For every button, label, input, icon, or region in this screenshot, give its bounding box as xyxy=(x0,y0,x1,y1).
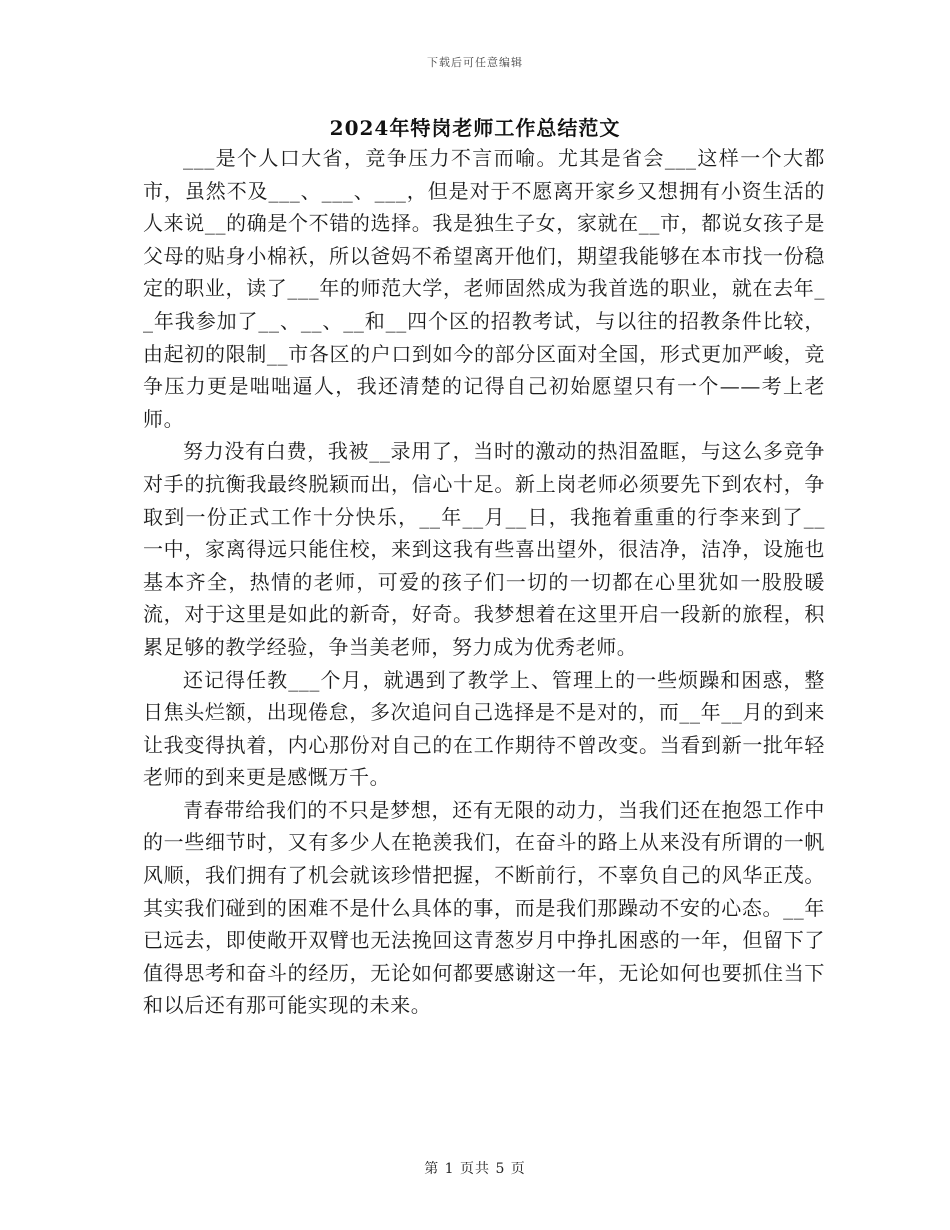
paragraph-2: 努力没有白费，我被__录用了，当时的激动的热泪盈眶，与这么多竞争对手的抗衡我最终脱颖而出，信心十足。新上岗老师必须要先下到农村，争取到一份正式工作十分快乐，__年__月__日，我拖着重重的行李来到了__一中，家离得远只能住校，来到这我有些喜出望外，很洁净，洁净，设施也基本齐全，热情的老师，可爱的孩子们一切的一切都在心里犹如一股股暖流，对于这里是如此的新奇，好奇。我梦想着在这里开启一段新的旅程，积累足够的教学经验，争当美老师，努力成为优秀老师。 xyxy=(143,439,825,659)
paragraph-3: 还记得任教___个月，就遇到了教学上、管理上的一些烦躁和困惑，整日焦头烂额，出现倦怠，多次追问自己选择是不是对的，而__年__月的到来让我变得执着，内心那份对自己的在工作期待不曾改变。当看到新一批年轻老师的到来更是感慨万千。 xyxy=(143,667,825,790)
paragraph-1: ___是个人口大省，竞争压力不言而喻。尤其是省会___这样一个大都市，虽然不及___、___、___，但是对于不愿离开家乡又想拥有小资生活的人来说__的确是个不错的选择。我是独生子女，家就在__市，都说女孩子是父母的贴身小棉袄，所以爸妈不希望离开他们，期望我能够在本市找一份稳定的职业，读了___年的师范大学，老师固然成为我首选的职业，就在去年__年我参加了__、__、__和__四个区的招教考试，与以往的招教条件比较，由起初的限制__市各区的户口到如今的部分区面对全国，形式更加严峻，竞争压力更是咄咄逼人，我还清楚的记得自己初始愿望只有一个——考上老师。 xyxy=(143,146,825,431)
header-note: 下载后可任意编辑 xyxy=(427,56,523,69)
document-body xyxy=(143,142,825,1022)
page-number-footer: 第 1 页共 5 页 xyxy=(424,1161,526,1177)
paragraph-4: 青春带给我们的不只是梦想，还有无限的动力，当我们还在抱怨工作中的一些细节时，又有多少人在艳羡我们，在奋斗的路上从来没有所谓的一帆风顺，我们拥有了机会就该珍惜把握，不断前行，不辜负自己的风华正茂。其实我们碰到的困难不是什么具体的事，而是我们那躁动不安的心态。__年已远去，即使敞开双臂也无法挽回这青葱岁月中挣扎困惑的一年，但留下了值得思考和奋斗的经历，无论如何都要感谢这一年，无论如何也要抓住当下和以后还有那可能实现的未来。 xyxy=(143,797,825,1018)
document-title: 2024年特岗老师工作总结范文 xyxy=(329,116,621,140)
